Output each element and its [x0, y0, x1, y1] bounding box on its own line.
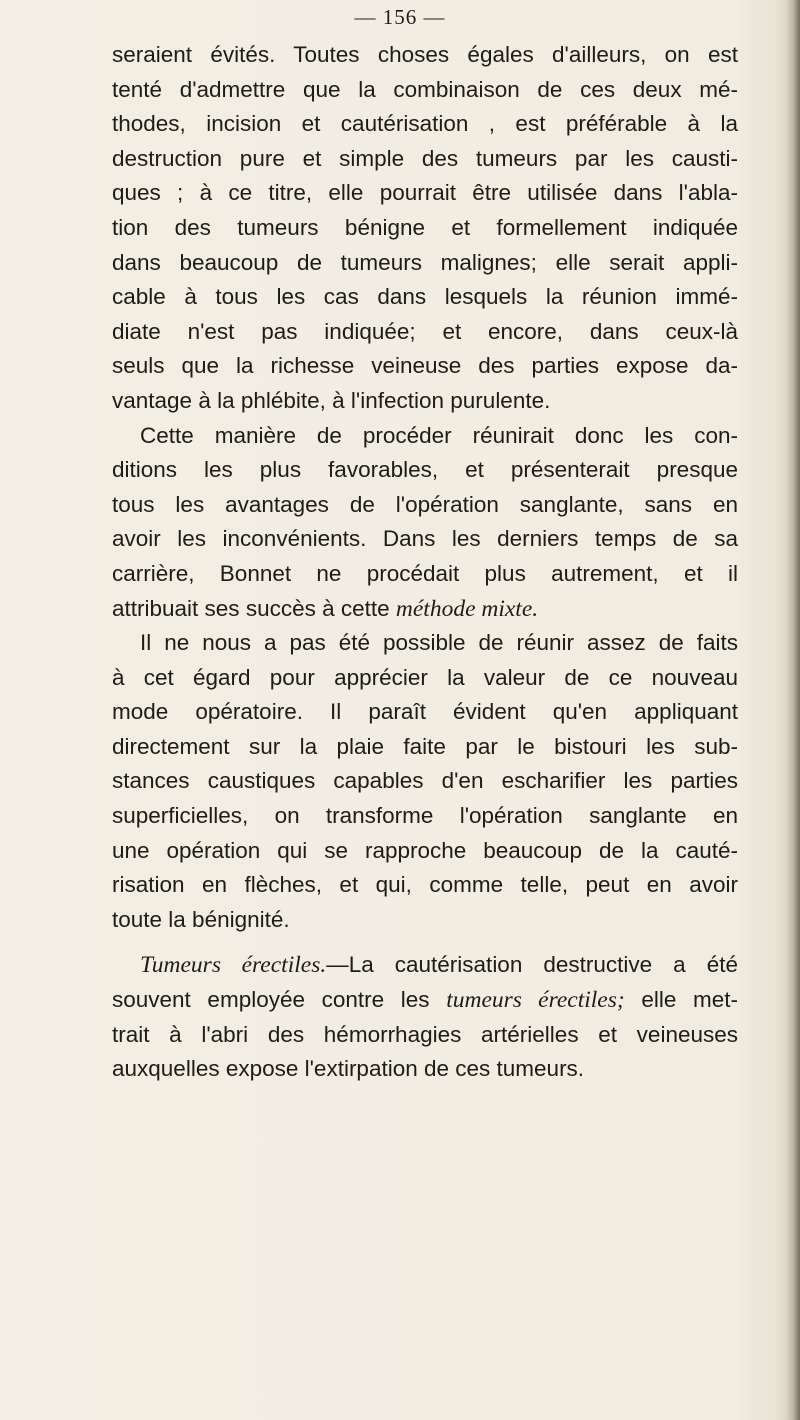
italic-term: tumeurs érectiles;: [446, 987, 625, 1014]
text-line: risation en flèches, et qui, comme telle, peut en avoir: [112, 872, 738, 898]
page-edge-shadow: [786, 0, 800, 1420]
text-line: seraient évités. Toutes choses égales d'ailleurs, on est: [112, 42, 738, 67]
text-span: —La cautérisation destructive a été: [326, 952, 738, 978]
text-line: stances caustiques capables d'en escharifier les parties: [112, 768, 738, 794]
text-line: [112, 592, 738, 627]
text-line: tous les avantages de l'opération sanglante, sans en: [112, 491, 738, 517]
text-line: Cette manière de procéder réunirait donc les con-: [140, 422, 738, 448]
page-number: — 156 —: [354, 5, 446, 29]
italic-term: méthode mixte.: [395, 595, 539, 622]
text-line: dans beaucoup de tumeurs malignes; elle serait appli-: [112, 249, 738, 275]
text-line: tion des tumeurs bénigne et formellement indiquée: [112, 214, 738, 240]
text-line: carrière, Bonnet ne procédait plus autrement, et il: [112, 560, 738, 586]
text-line: Il ne nous a pas été possible de réunir assez de faits: [140, 630, 738, 656]
text-line: ques ; à ce titre, elle pourrait être utilisée dans l'abla-: [112, 180, 738, 206]
text-line: thodes, incision et cautérisation , est préférable à la: [112, 111, 738, 137]
text-line: une opération qui se rapproche beaucoup de la cauté-: [112, 837, 738, 863]
text-line: mode opératoire. Il paraît évident qu'en appliquant: [112, 699, 738, 725]
text-line: tenté d'admettre que la combinaison de ces deux mé-: [112, 76, 738, 102]
text-line: destruction pure et simple des tumeurs par les causti-: [112, 145, 738, 171]
text-line: [112, 948, 738, 983]
text-line: directement sur la plaie faite par le bistouri les sub-: [112, 733, 738, 759]
text-line: [112, 983, 738, 1018]
text-span: attribuait ses succès à cette: [112, 595, 396, 621]
text-line: avoir les inconvénients. Dans les derniers temps de sa: [112, 526, 738, 552]
text-line: à cet égard pour apprécier la valeur de ce nouveau: [112, 664, 738, 690]
paragraph-1: [112, 38, 738, 419]
text-line: seuls que la richesse veineuse des parties expose da-: [112, 353, 738, 379]
text-line: vantage à la phlébite, à l'infection purulente.: [112, 387, 551, 413]
text-line: trait à l'abri des hémorrhagies artérielles et veineuses: [112, 1021, 738, 1047]
text-line: cable à tous les cas dans lesquels la réunion immé-: [112, 284, 738, 310]
text-line: superficielles, on transforme l'opération sanglante en: [112, 803, 738, 829]
text-span: elle met-: [624, 987, 739, 1013]
text-line: auxquelles expose l'extirpation de ces tumeurs.: [112, 1056, 585, 1082]
text-line: diate n'est pas indiquée; et encore, dans ceux-là: [112, 318, 738, 344]
text-line: toute la bénignité.: [112, 906, 290, 932]
section-gap: [112, 937, 738, 948]
paragraph-2: [112, 419, 738, 627]
body-text: [112, 38, 738, 1087]
paragraph-3: [112, 626, 738, 937]
text-span: souvent employée contre les: [112, 987, 447, 1013]
text-line: ditions les plus favorables, et présenterait presque: [112, 457, 738, 483]
paragraph-4: [112, 948, 738, 1086]
section-heading: Tumeurs érectiles.: [140, 952, 327, 979]
